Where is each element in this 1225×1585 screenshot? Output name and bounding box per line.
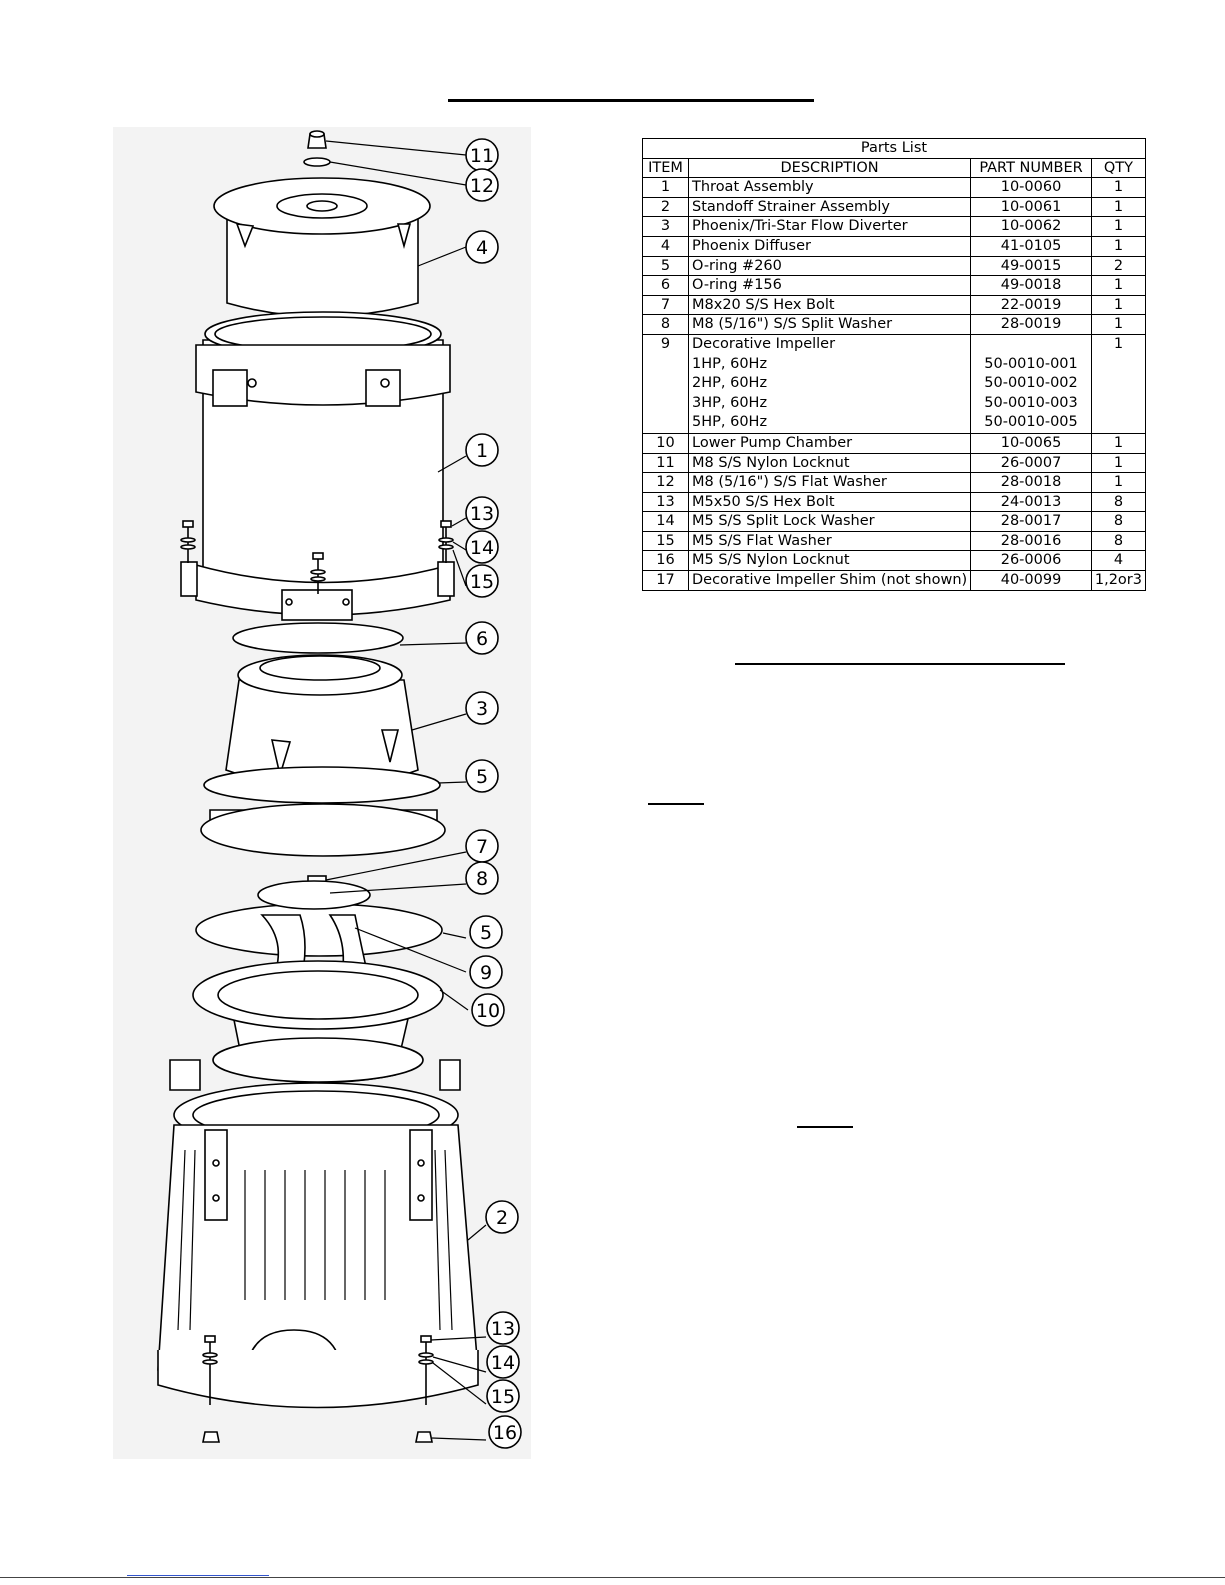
- cell-qty: 1: [1091, 197, 1145, 217]
- section-rule: [735, 663, 1065, 665]
- cell-description: O-ring #156: [689, 276, 971, 296]
- cell-part-number: 10-0062: [971, 217, 1092, 237]
- bottom-locknut-right: [416, 1432, 432, 1442]
- cell-item: 1: [643, 178, 689, 198]
- callout-label: 16: [492, 1422, 518, 1444]
- cell-part-number: 49-0018: [971, 276, 1092, 296]
- callout-10: [472, 994, 504, 1026]
- variant-part: 50-0010-005: [984, 414, 1078, 431]
- callout-label: 15: [490, 1386, 516, 1408]
- callout-9: [470, 956, 502, 988]
- callout-label: 14: [490, 1352, 516, 1374]
- callout-15: [487, 1380, 519, 1412]
- cell-part-number: 22-0019: [971, 295, 1092, 315]
- callout-5: [470, 916, 502, 948]
- cell-description: M8 (5/16") S/S Flat Washer: [689, 473, 971, 493]
- callout-label: 14: [469, 537, 495, 559]
- table-caption: Parts List: [643, 139, 1146, 159]
- table-row: [643, 276, 1146, 296]
- cell-qty: 1: [1091, 276, 1145, 296]
- cell-part-number: 10-0060: [971, 178, 1092, 198]
- callout-7: [466, 830, 498, 862]
- cell-part-number: 49-0015: [971, 256, 1092, 276]
- locknut-part: [308, 131, 326, 148]
- parts-list-table: [642, 138, 1146, 591]
- callout-label: 9: [479, 962, 493, 984]
- callout-2: [486, 1201, 518, 1233]
- cell-qty: 8: [1091, 492, 1145, 512]
- callout-label: 5: [479, 922, 493, 944]
- table-row: [643, 256, 1146, 276]
- callout-label: 2: [495, 1207, 509, 1229]
- cell-item: 16: [643, 551, 689, 571]
- callout-6: [466, 622, 498, 654]
- callout-label: 6: [475, 628, 489, 650]
- cell-item: 14: [643, 512, 689, 532]
- callout-label: 3: [475, 698, 489, 720]
- cell-qty: 8: [1091, 531, 1145, 551]
- cell-qty: 1: [1091, 315, 1145, 335]
- cell-part-number: 28-0017: [971, 512, 1092, 532]
- variant-part: 50-0010-001: [984, 355, 1078, 372]
- cell-part-number: 40-0099: [971, 571, 1092, 591]
- callout-16: [489, 1416, 521, 1448]
- impeller-description-cell: [689, 334, 971, 433]
- callout-label: 7: [475, 836, 489, 858]
- cell-qty: 1,2or3: [1091, 571, 1145, 591]
- cell-item: 8: [643, 315, 689, 335]
- callout-label: 15: [469, 571, 495, 593]
- cell-description: Throat Assembly: [689, 178, 971, 198]
- table-row: [643, 551, 1146, 571]
- table-row: [643, 571, 1146, 591]
- table-row: [643, 473, 1146, 493]
- diffuser-part: [214, 178, 430, 317]
- callout-label: 10: [475, 1000, 501, 1022]
- callout-12: [466, 169, 498, 201]
- header-description: DESCRIPTION: [689, 158, 971, 178]
- table-row: [643, 453, 1146, 473]
- callout-15: [466, 565, 498, 597]
- cell-description: M8x20 S/S Hex Bolt: [689, 295, 971, 315]
- cell-item: 15: [643, 531, 689, 551]
- cell-qty: 1: [1091, 236, 1145, 256]
- oring-260-part: [204, 767, 440, 803]
- callout-label: 4: [475, 237, 489, 259]
- table-row: [643, 492, 1146, 512]
- variant-label: 1HP, 60Hz: [692, 355, 768, 372]
- cell-description: Phoenix Diffuser: [689, 236, 971, 256]
- variant-part-blank: [974, 335, 1088, 355]
- table-row: [643, 178, 1146, 198]
- cell-description: Decorative Impeller: [692, 335, 836, 352]
- cell-description: M5x50 S/S Hex Bolt: [689, 492, 971, 512]
- cell-item: 17: [643, 571, 689, 591]
- variant-label: 5HP, 60Hz: [692, 414, 768, 431]
- cell-description: Lower Pump Chamber: [689, 433, 971, 453]
- cell-part-number: 28-0018: [971, 473, 1092, 493]
- cell-qty: 1: [1091, 217, 1145, 237]
- cell-item: 5: [643, 256, 689, 276]
- cell-part-number: 10-0065: [971, 433, 1092, 453]
- table-row: [643, 315, 1146, 335]
- table-row: [643, 197, 1146, 217]
- variant-part: 50-0010-002: [984, 375, 1078, 392]
- callout-8: [466, 862, 498, 894]
- callout-4: [466, 231, 498, 263]
- cell-item: 4: [643, 236, 689, 256]
- cell-qty: 4: [1091, 551, 1145, 571]
- callout-14: [487, 1346, 519, 1378]
- callout-label: 11: [469, 145, 495, 167]
- cell-qty: 1: [1091, 334, 1145, 433]
- cell-part-number: 26-0006: [971, 551, 1092, 571]
- callout-5: [466, 760, 498, 792]
- table-row: [643, 295, 1146, 315]
- cell-description: Phoenix/Tri-Star Flow Diverter: [689, 217, 971, 237]
- cell-qty: 1: [1091, 433, 1145, 453]
- header-item: ITEM: [643, 158, 689, 178]
- callout-3: [466, 692, 498, 724]
- callout-label: 13: [490, 1318, 516, 1340]
- cell-qty: 1: [1091, 453, 1145, 473]
- callout-14: [466, 531, 498, 563]
- callout-13: [487, 1312, 519, 1344]
- callout-13: [466, 497, 498, 529]
- cell-description: Standoff Strainer Assembly: [689, 197, 971, 217]
- cell-item: 2: [643, 197, 689, 217]
- cell-part-number: 10-0061: [971, 197, 1092, 217]
- cell-item: 3: [643, 217, 689, 237]
- callout-label: 1: [475, 440, 489, 462]
- note-rule-2: [797, 1126, 853, 1128]
- callout-label: 5: [475, 766, 489, 788]
- cell-part-number: 26-0007: [971, 453, 1092, 473]
- cell-description: M8 S/S Nylon Locknut: [689, 453, 971, 473]
- cell-item: 13: [643, 492, 689, 512]
- cell-part-number: 28-0019: [971, 315, 1092, 335]
- table-row: [643, 433, 1146, 453]
- callout-label: 13: [469, 503, 495, 525]
- flat-washer-part: [304, 158, 330, 166]
- cell-item: 9: [643, 334, 689, 433]
- callout-label: 12: [469, 175, 495, 197]
- callout-11: [466, 139, 498, 171]
- callout-label: 8: [475, 868, 489, 890]
- callout-1: [466, 434, 498, 466]
- cell-qty: 1: [1091, 473, 1145, 493]
- table-row: [643, 512, 1146, 532]
- cell-qty: 8: [1091, 512, 1145, 532]
- cell-item: 12: [643, 473, 689, 493]
- cell-item: 6: [643, 276, 689, 296]
- table-header-row: [643, 158, 1146, 178]
- impeller-part-cell: [971, 334, 1092, 433]
- variant-label: 2HP, 60Hz: [692, 375, 768, 392]
- cell-description: M5 S/S Flat Washer: [689, 531, 971, 551]
- table-row-impeller: [643, 334, 1146, 433]
- cell-part-number: 28-0016: [971, 531, 1092, 551]
- cell-qty: 1: [1091, 295, 1145, 315]
- cell-description: Decorative Impeller Shim (not shown): [689, 571, 971, 591]
- cell-description: M8 (5/16") S/S Split Washer: [689, 315, 971, 335]
- oring-156-part: [233, 623, 403, 653]
- cell-description: M5 S/S Nylon Locknut: [689, 551, 971, 571]
- table-row: [643, 236, 1146, 256]
- variant-part: 50-0010-003: [984, 394, 1078, 411]
- cell-item: 10: [643, 433, 689, 453]
- cell-description: M5 S/S Split Lock Washer: [689, 512, 971, 532]
- exploded-assembly-drawing: [0, 0, 600, 1585]
- cell-part-number: 24-0013: [971, 492, 1092, 512]
- note-rule-1: [648, 803, 704, 805]
- cell-item: 11: [643, 453, 689, 473]
- header-part-number: PART NUMBER: [971, 158, 1092, 178]
- cell-item: 7: [643, 295, 689, 315]
- variant-label: 3HP, 60Hz: [692, 394, 768, 411]
- bottom-locknut-left: [203, 1432, 219, 1442]
- cell-description: O-ring #260: [689, 256, 971, 276]
- table-row: [643, 531, 1146, 551]
- table-row: [643, 217, 1146, 237]
- cell-qty: 1: [1091, 178, 1145, 198]
- header-qty: QTY: [1091, 158, 1145, 178]
- cell-qty: 2: [1091, 256, 1145, 276]
- cell-part-number: 41-0105: [971, 236, 1092, 256]
